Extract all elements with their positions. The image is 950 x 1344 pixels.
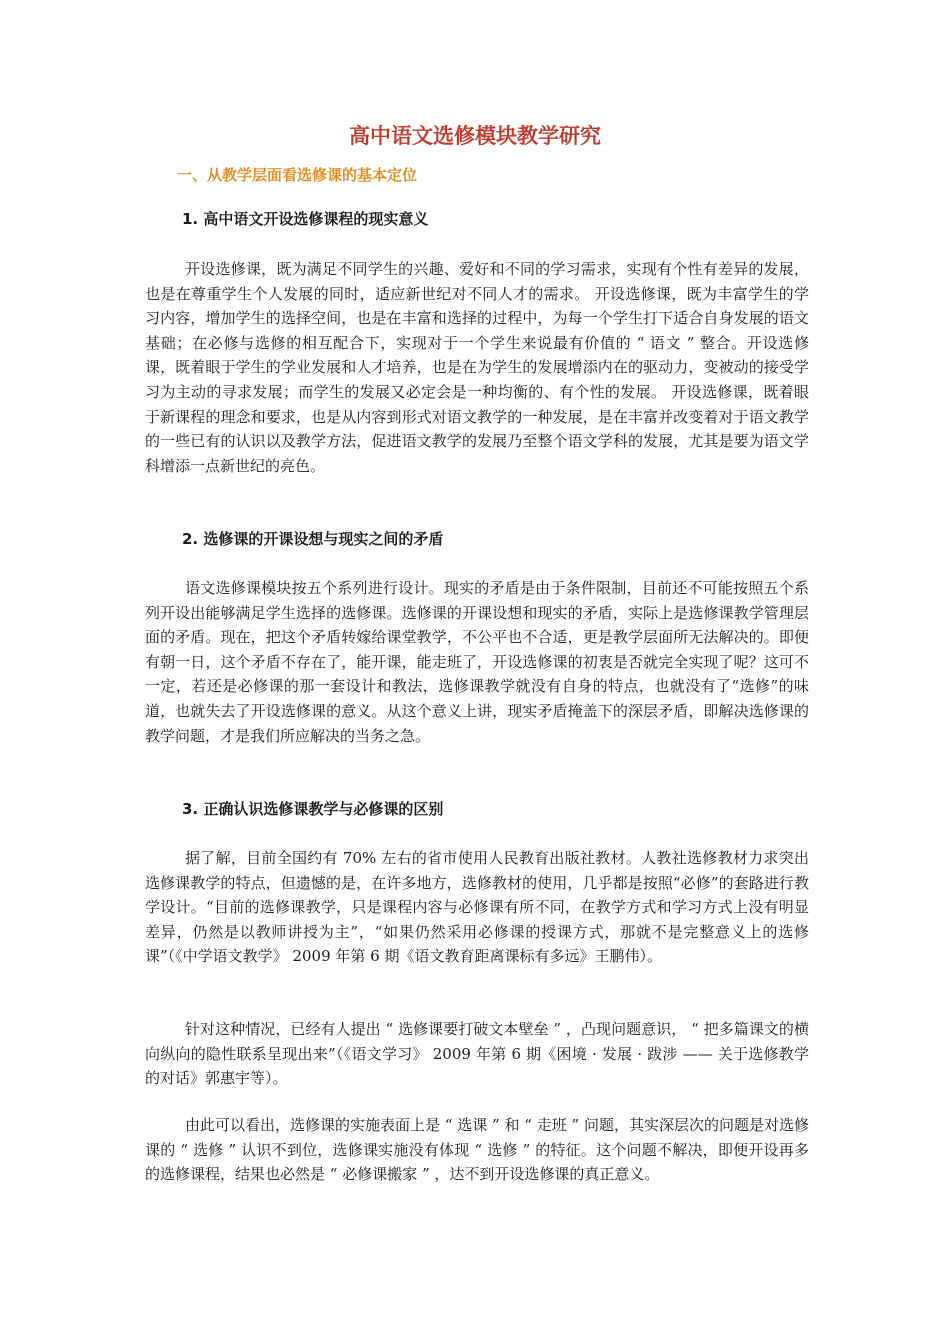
paragraph: 开设选修课，既为满足不同学生的兴趣、爱好和不同的学习需求，实现有个性有差异的发展，也是在尊重学生个人发展的同时，适应新世纪对不同人才的需求。 开设选修课，既为丰富学生的学习内容，增加学生的选择空间，也是在丰富和选择的过程中，为每一个学生打下适合自身发展的语文基础；在必修与选修的相互配合下，实现对于一个学生来说最有价值的 “ 语文 ” 整合。开设选修课，既着眼于学生的学业发展和人才培养，也是在为学生的发展增添内在的驱动力，变被动的接受学习为主动的寻求发展；而学生的发展又必定会是一种均衡的、有个性的发展。 开设选修课，既着眼于新课程的理念和要求，也是从内容到形式对语文教学的一种发展，是在丰富并改变着对于语文教学的一些已有的认识以及教学方法，促进语文教学的发展乃至整个语文学科的发展，尤其是要为语文学科增添一点新世纪的亮色。 <box>145 260 809 475</box>
paragraph: 针对这种情况，已经有人提出 “ 选修课要打破文本壁垒 ” ，凸现问题意识， “ 把多篇课文的横向纵向的隐性联系呈现出来”（《语文学习》 2009 年第 6 期《困境 · 发展 · 跋涉 —— 关于选修教学的对话》郭惠宇等）。 <box>145 1020 809 1088</box>
paragraph: 由此可以看出，选修课的实施表面上是 “ 选课 ” 和 “ 走班 ” 问题，其实深层次的问题是对选修课的 “ 选修 ” 认识不到位，选修课实施没有体现 “ 选修 ” 的特征。这个问题不解决，即便开设再多的选修课程，结果也必然是 “ 必修课搬家 ” ，达不到开设选修课的真正意义。 <box>145 1116 809 1184</box>
document-title: 高中语文选修模块教学研究 <box>349 124 601 148</box>
paragraph: 语文选修课模块按五个系列进行设计。现实的矛盾是由于条件限制，目前还不可能按照五个系列开设出能够满足学生选择的选修课。选修课的开课设想和现实的矛盾，实际上是选修课教学管理层面的矛盾。现在，把这个矛盾转嫁给课堂教学，不公平也不合适，更是教学层面所无法解决的。即便有朝一日，这个矛盾不存在了，能开课，能走班了，开设选修课的初衷是否就完全实现了呢？这可不一定，若还是必修课的那一套设计和教法，选修课教学就没有自身的特点，也就没有了“选修”的味道，也就失去了开设选修课的意义。从这个意义上讲，现实矛盾掩盖下的深层矛盾，即解决选修课的教学问题，才是我们所应解决的当务之急。 <box>145 579 809 745</box>
subsection-heading-3: 3. 正确认识选修课教学与必修课的区别 <box>182 800 444 818</box>
paragraph: 据了解，目前全国约有 70% 左右的省市使用人民教育出版社教材。人教社选修教材力求突出选修课教学的特点，但遗憾的是，在许多地方，选修教材的使用，几乎都是按照“必修”的套路进行教学设计。“目前的选修课教学，只是课程内容与必修课有所不同，在教学方式和学习方式上没有明显差异，仍然是以教师讲授为主”，“如果仍然采用必修课的授课方式，那就不是完整意义上的选修课”（《中学语文教学》 2009 年第 6 期《语文教育距离课标有多远》王鹏伟）。 <box>145 849 809 966</box>
section-heading: 一、从教学层面看选修课的基本定位 <box>177 166 418 184</box>
subsection-heading-2: 2. 选修课的开课设想与现实之间的矛盾 <box>182 530 444 548</box>
subsection-heading-1: 1. 高中语文开设选修课程的现实意义 <box>182 210 429 228</box>
